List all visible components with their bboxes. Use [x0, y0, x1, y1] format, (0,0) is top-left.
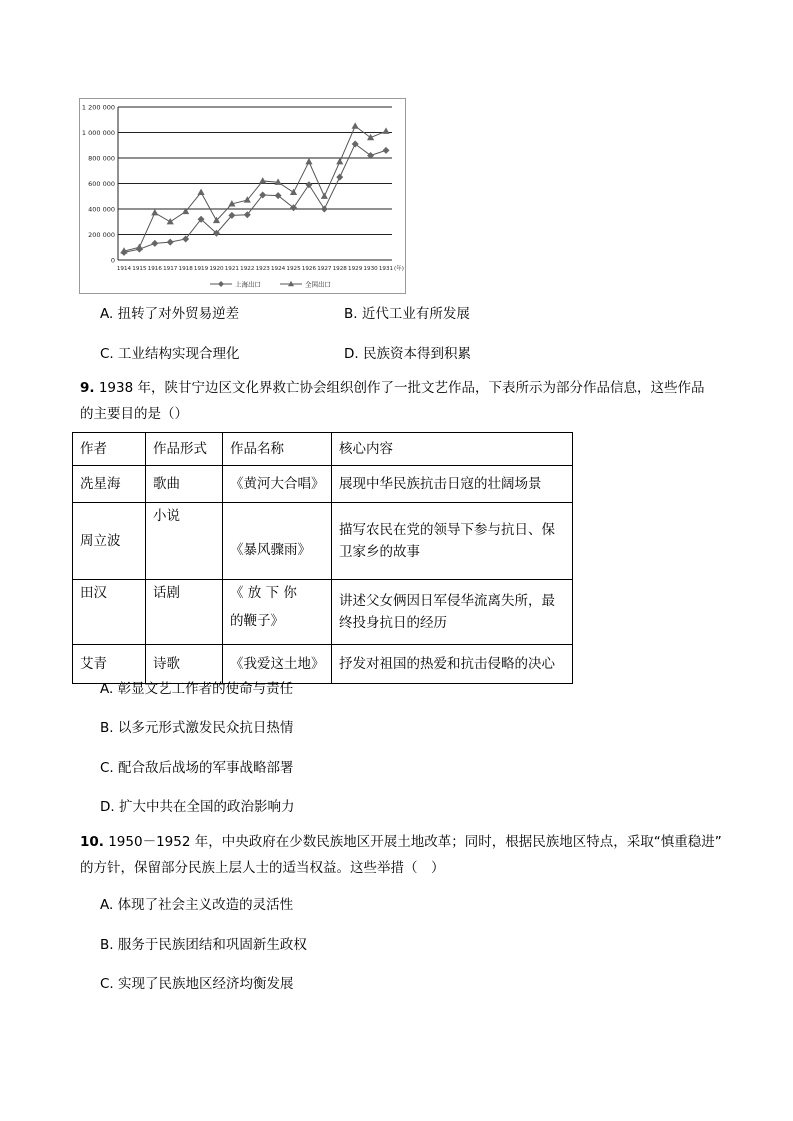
cell-author: 冼星海 [73, 466, 146, 503]
cell-title [223, 580, 332, 645]
x-tick-label: 1914 [116, 266, 132, 272]
y-tick-label: 200 000 [88, 231, 115, 239]
y-tick-label: 800 000 [88, 154, 115, 163]
q10-option-b[interactable] [100, 936, 307, 954]
cell-author: 田汉 [73, 580, 146, 645]
y-tick-label: 1 000 000 [81, 129, 115, 137]
y-tick-label: 400 000 [88, 205, 115, 214]
x-tick-label: 1923 [255, 266, 270, 272]
option-text: 扭转了对外贸易逆差 [117, 306, 240, 322]
q9-option-a[interactable] [100, 680, 293, 698]
cell-title: 《我爱这土地》 [223, 645, 332, 684]
q9-option-c[interactable] [100, 759, 294, 777]
x-tick-label: 1916 [147, 266, 162, 272]
data-point-diamond [167, 239, 174, 246]
option-letter: B. [100, 937, 114, 953]
cell-author: 艾青 [73, 645, 146, 684]
option-letter: C. [100, 760, 114, 776]
x-tick-label: 1924 [270, 266, 286, 272]
option-letter: D. [100, 799, 115, 815]
q9-stem [80, 377, 704, 425]
cell-form: 诗歌 [146, 645, 223, 684]
data-point-diamond [336, 174, 343, 181]
table-row [73, 503, 573, 580]
cell-form: 歌曲 [146, 466, 223, 503]
option-letter: B. [344, 306, 358, 322]
data-point-triangle [151, 209, 158, 215]
q10-line1: 1950－1952 年，中央政府在少数民族地区开展土地改革；同时，根据民族地区特点，采取“慎重稳进” [103, 834, 722, 850]
x-tick-label: 1921 [224, 266, 240, 272]
data-point-diamond [151, 240, 158, 247]
y-tick-label: 0 [110, 256, 115, 265]
x-tick-label: 1919 [193, 266, 209, 272]
works-table [72, 432, 573, 684]
x-tick-label: 1928 [332, 266, 347, 272]
x-tick-label: 1926 [301, 266, 317, 272]
option-letter: A. [100, 897, 114, 913]
q10-stem [80, 831, 722, 879]
q10-number: 10. [80, 834, 104, 850]
series-line [124, 126, 386, 251]
data-point-triangle [259, 177, 266, 183]
table-row [73, 645, 573, 684]
table-header-row [73, 433, 573, 466]
x-tick-label: 1931 [378, 266, 394, 272]
data-point-triangle [352, 122, 359, 128]
q9-line1: 1938 年，陕甘宁边区文化界救亡协会组织创作了一批文艺作品，下表所示为部分作品信息，这些作品 [94, 380, 705, 396]
data-point-triangle [136, 243, 143, 249]
x-tick-label: 1915 [132, 266, 147, 272]
data-point-triangle [167, 218, 174, 224]
cell-form: 小说 [146, 503, 223, 580]
option-text: 实现了民族地区经济均衡发展 [118, 976, 294, 992]
data-point-diamond [321, 206, 328, 213]
q10-option-a[interactable] [100, 896, 293, 914]
q8-option-b[interactable] [344, 305, 470, 323]
option-text: 以多元形式激发民众抗日热情 [117, 720, 294, 736]
y-tick-label: 600 000 [88, 180, 115, 188]
cell-content: 描写农民在党的领导下参与抗日、保卫家乡的故事 [332, 503, 573, 580]
option-letter: B. [100, 720, 114, 736]
y-tick-label: 1 200 000 [81, 103, 115, 112]
x-tick-label: 1929 [348, 266, 363, 272]
data-point-triangle [290, 189, 297, 195]
option-letter: D. [344, 346, 359, 362]
option-text: 彰显文艺工作者的使命与责任 [117, 681, 294, 697]
option-text: 民族资本得到积累 [362, 346, 471, 362]
cell-title: 《暴风骤雨》 [223, 503, 332, 580]
legend-label: 全国出口 [305, 280, 331, 289]
x-unit-label: (年) [394, 266, 404, 272]
cell-content: 展现中华民族抗击日寇的壮阔场景 [332, 466, 573, 503]
data-point-diamond [383, 147, 390, 154]
cell-title-line1: 《 放 下 你 [230, 585, 297, 601]
x-tick-label: 1917 [163, 266, 178, 272]
q10-line2: 的方针，保留部分民族上层人士的适当权益。这些举措（ ） [80, 860, 445, 876]
legend-marker [218, 281, 224, 287]
option-letter: C. [100, 976, 114, 992]
x-tick-label: 1930 [363, 266, 378, 272]
data-point-triangle [336, 158, 343, 164]
header-title: 作品名称 [223, 433, 332, 466]
option-text: 配合敌后战场的军事战略部署 [118, 760, 294, 776]
header-form: 作品形式 [146, 433, 223, 466]
cell-form: 话剧 [146, 580, 223, 645]
x-tick-label: 1922 [240, 266, 255, 272]
chart-svg [80, 99, 407, 295]
cell-author: 周立波 [73, 503, 146, 580]
option-text: 扩大中共在全国的政治影响力 [118, 799, 295, 815]
data-point-triangle [382, 127, 389, 133]
series-line [124, 144, 386, 252]
data-point-triangle [197, 189, 204, 195]
data-point-triangle [321, 192, 328, 198]
option-text: 体现了社会主义改造的灵活性 [117, 897, 294, 913]
x-tick-label: 1925 [286, 266, 301, 272]
data-point-triangle [305, 158, 312, 164]
cell-title: 《黄河大合唱》 [223, 466, 332, 503]
export-line-chart [79, 98, 406, 294]
x-tick-label: 1918 [178, 266, 193, 272]
q8-option-d[interactable] [344, 345, 471, 363]
q8-option-c[interactable] [100, 345, 240, 363]
x-tick-label: 1927 [317, 266, 332, 272]
option-text: 近代工业有所发展 [361, 306, 470, 322]
table-row [73, 466, 573, 503]
q9-line2: 的主要目的是（） [80, 406, 188, 422]
option-letter: A. [100, 306, 114, 322]
option-text: 工业结构实现合理化 [118, 346, 240, 362]
q9-option-d[interactable] [100, 798, 294, 816]
header-content: 核心内容 [332, 433, 573, 466]
legend-label: 上海出口 [235, 280, 261, 289]
x-tick-label: 1920 [209, 266, 224, 272]
option-text: 服务于民族团结和巩固新生政权 [117, 937, 307, 953]
data-point-diamond [352, 140, 359, 147]
data-point-diamond [305, 181, 312, 188]
q9-option-b[interactable] [100, 719, 293, 737]
option-letter: C. [100, 346, 114, 362]
table-row [73, 580, 573, 645]
cell-title-line2: 的鞭子》 [230, 613, 284, 629]
option-letter: A. [100, 681, 114, 697]
cell-content: 抒发对祖国的热爱和抗击侵略的决心 [332, 645, 573, 684]
cell-content: 讲述父女俩因日军侵华流离失所，最终投身抗日的经历 [332, 580, 573, 645]
q10-option-c[interactable] [100, 975, 294, 993]
header-author: 作者 [73, 433, 146, 466]
q8-option-a[interactable] [100, 305, 239, 323]
q9-number: 9. [80, 380, 95, 396]
